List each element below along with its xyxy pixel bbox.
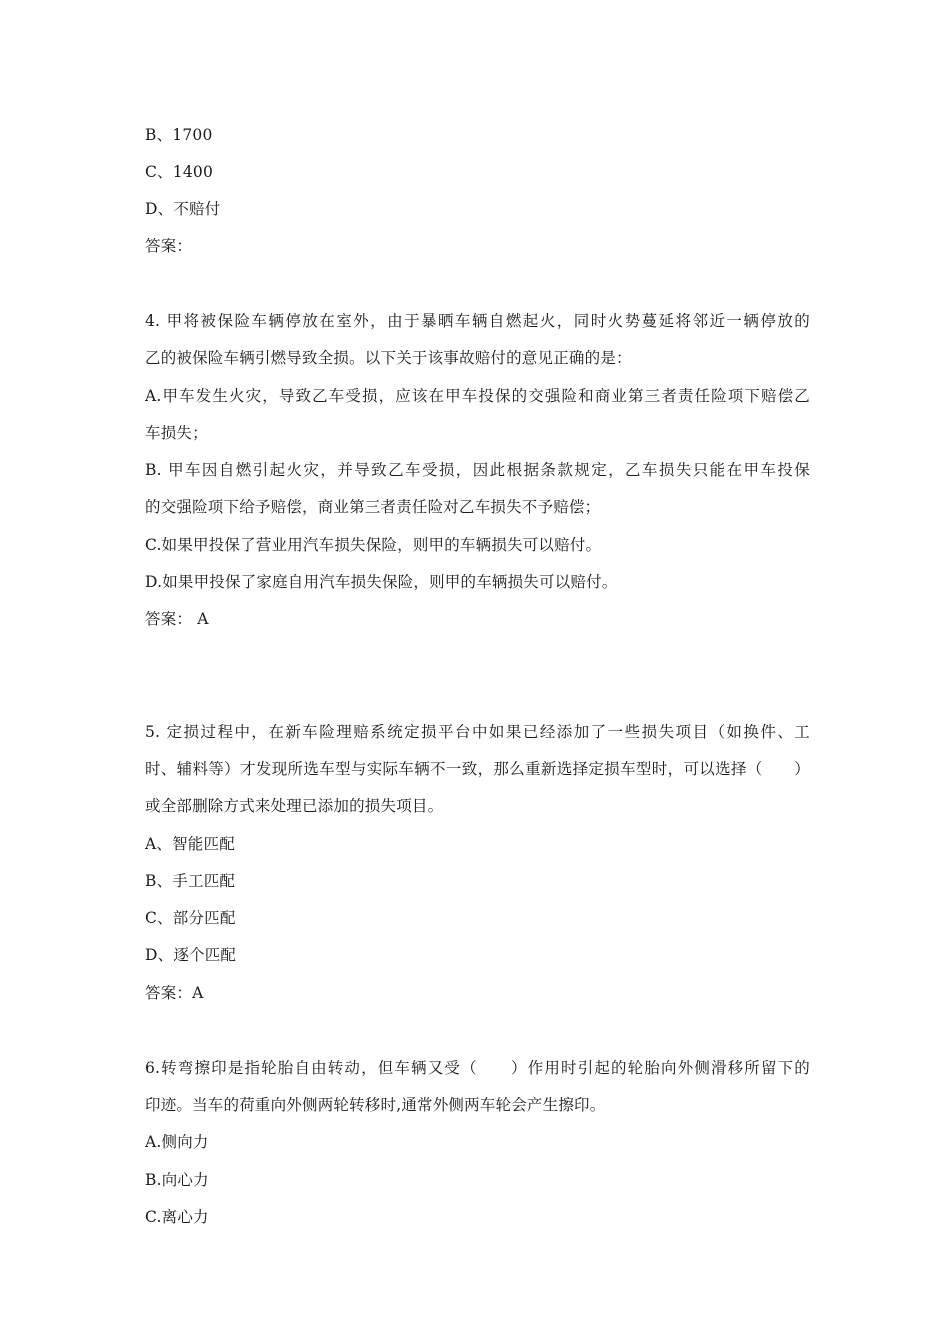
q5-stem-line1: 5. 定损过程中，在新车险理赔系统定损平台中如果已经添加了一些损失项目（如换件、工 bbox=[145, 723, 810, 741]
q3-option-b: B、1700 bbox=[145, 126, 213, 144]
q4-option-b-line1: B. 甲车因自燃引起火灾，并导致乙车受损，因此根据条款规定，乙车损失只能在甲车投保 bbox=[145, 461, 810, 479]
q4-option-c: C.如果甲投保了营业用汽车损失保险，则甲的车辆损失可以赔付。 bbox=[145, 536, 602, 554]
q4-option-a-line1: A.甲车发生火灾，导致乙车受损，应该在甲车投保的交强险和商业第三者责任险项下赔偿乙 bbox=[145, 387, 810, 405]
q4-option-b-line2: 的交强险项下给予赔偿，商业第三者责任险对乙车损失不予赔偿； bbox=[145, 498, 601, 516]
q5-option-a: A、智能匹配 bbox=[145, 835, 235, 853]
q3-answer: 答案： bbox=[145, 237, 193, 255]
q6-option-c: C.离心力 bbox=[145, 1208, 209, 1226]
q6-option-a: A.侧向力 bbox=[145, 1133, 209, 1151]
q5-option-c: C、部分匹配 bbox=[145, 909, 236, 927]
q5-option-b: B、手工匹配 bbox=[145, 872, 236, 890]
q4-stem-line2: 乙的被保险车辆引燃导致全损。以下关于该事故赔付的意见正确的是： bbox=[145, 349, 632, 367]
q6-stem-line1: 6.转弯擦印是指轮胎自由转动，但车辆又受（ ）作用时引起的轮胎向外侧滑移所留下的 bbox=[145, 1059, 810, 1077]
q4-option-d: D.如果甲投保了家庭自用汽车损失保险，则甲的车辆损失可以赔付。 bbox=[145, 573, 618, 591]
q3-option-d: D、不赔付 bbox=[145, 200, 221, 218]
q6-option-b: B.向心力 bbox=[145, 1171, 209, 1189]
q5-answer: 答案：A bbox=[145, 984, 204, 1002]
q3-option-c: C、1400 bbox=[145, 163, 214, 181]
q4-stem-line1: 4. 甲将被保险车辆停放在室外，由于暴晒车辆自燃起火，同时火势蔓延将邻近一辆停放的 bbox=[145, 312, 810, 330]
q6-stem-line2: 印迹。当车的荷重向外侧两轮转移时,通常外侧两车轮会产生擦印。 bbox=[145, 1096, 606, 1114]
q5-stem-line2: 时、辅料等）才发现所选车型与实际车辆不一致，那么重新选择定损车型时，可以选择（ ） bbox=[145, 760, 810, 778]
q4-option-a-line2: 车损失； bbox=[145, 424, 208, 442]
q4-answer: 答案： A bbox=[145, 610, 209, 628]
q5-stem-line3: 或全部删除方式来处理已添加的损失项目。 bbox=[145, 797, 444, 815]
q5-option-d: D、逐个匹配 bbox=[145, 946, 237, 964]
